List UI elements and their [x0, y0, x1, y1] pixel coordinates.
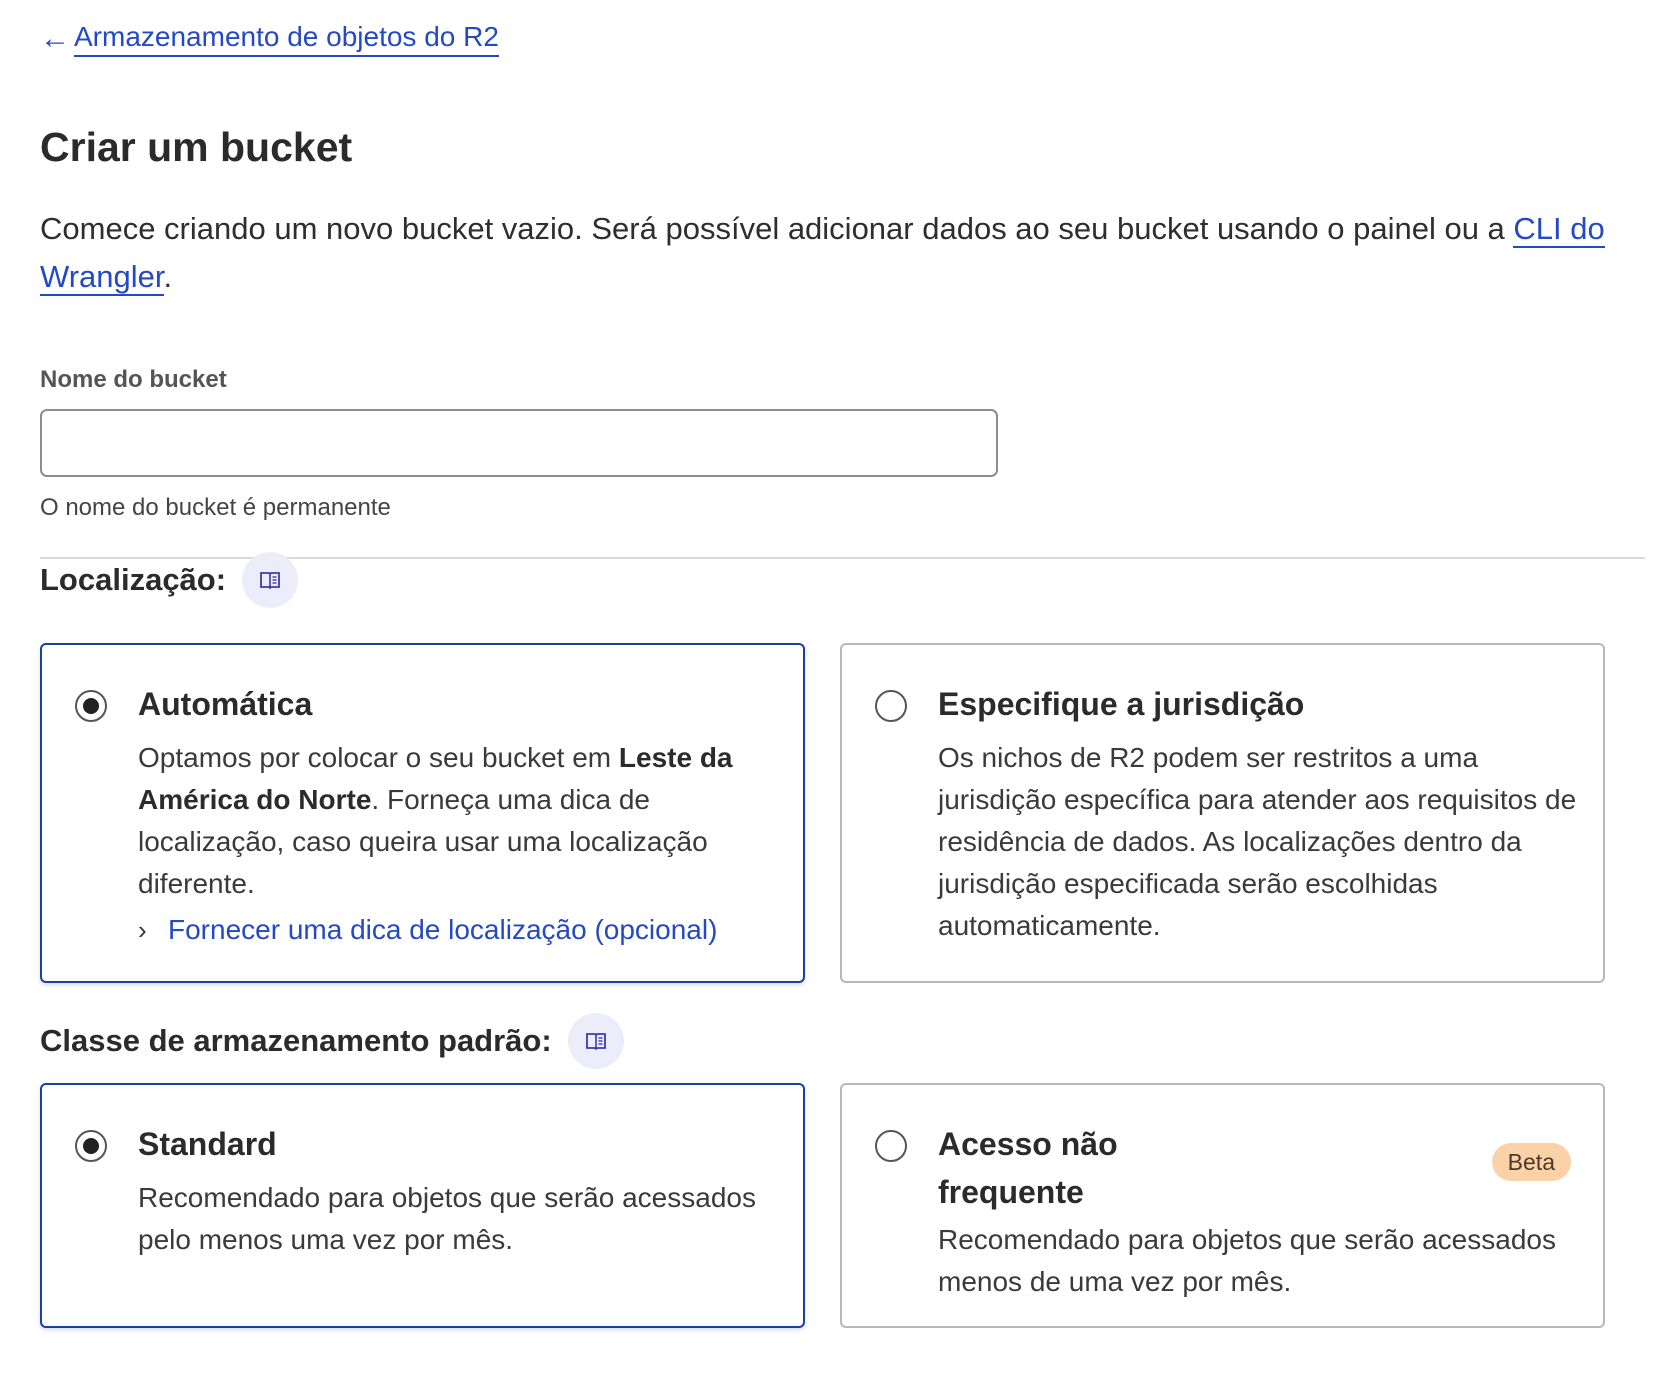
wrangler-cli-link[interactable]: CLI do Wrangler — [40, 211, 1605, 294]
bucket-name-label: Nome do bucket — [40, 366, 227, 393]
storage-class-docs-button[interactable] — [568, 1013, 624, 1069]
beta-badge: Beta — [1492, 1143, 1571, 1181]
radio-jurisdiction[interactable] — [875, 690, 907, 722]
location-option-automatic[interactable] — [40, 643, 805, 983]
storage-class-title-text: Classe de armazenamento padrão: — [40, 1023, 552, 1058]
book-icon — [259, 570, 281, 590]
arrow-left-icon: ← — [40, 21, 70, 55]
chevron-right-icon: › — [138, 914, 147, 945]
bucket-name-input[interactable] — [40, 409, 998, 477]
automatic-title: Automática — [138, 686, 313, 722]
radio-automatic[interactable] — [75, 690, 107, 722]
automatic-description-after: . Forneça uma dica de localização, caso queira usar uma localização diferente. — [138, 784, 708, 899]
storage-class-option-infrequent[interactable] — [840, 1083, 1605, 1328]
intro-text-before: Comece criando um novo bucket vazio. Será possível adicionar dados ao seu bucket usando o painel ou a — [40, 211, 1514, 246]
jurisdiction-description: Os nichos de R2 podem ser restritos a uma jurisdição específica para atender aos requisitos de residência de dados. As localizações dentro da jurisdição especificada serão escolhidas automaticamente. — [938, 742, 1577, 941]
page-title: Criar um bucket — [40, 124, 353, 170]
location-hint-label: Fornecer uma dica de localização (opcional) — [168, 914, 718, 945]
storage-class-section-title — [40, 1013, 624, 1069]
intro-text-after: . — [163, 259, 173, 294]
infrequent-description: Recomendado para objetos que serão acessados menos de uma vez por mês. — [938, 1224, 1556, 1297]
back-link[interactable] — [40, 20, 499, 57]
location-title-text: Localização: — [40, 562, 227, 597]
infrequent-title: Acesso não frequente — [938, 1126, 1118, 1210]
storage-class-option-standard[interactable] — [40, 1083, 805, 1328]
standard-description: Recomendado para objetos que serão acessados pelo menos uma vez por mês. — [138, 1182, 756, 1255]
location-option-jurisdiction[interactable] — [840, 643, 1605, 983]
back-link-label: Armazenamento de objetos do R2 — [74, 20, 499, 57]
intro-text — [40, 205, 1645, 301]
book-icon — [585, 1031, 607, 1051]
radio-infrequent[interactable] — [875, 1130, 907, 1162]
radio-standard[interactable] — [75, 1130, 107, 1162]
automatic-description-before: Optamos por colocar o seu bucket em — [138, 742, 619, 773]
location-docs-button[interactable] — [242, 552, 298, 608]
location-section-title — [40, 552, 298, 608]
bucket-name-hint: O nome do bucket é permanente — [40, 494, 391, 521]
standard-title: Standard — [138, 1126, 277, 1162]
location-hint-expander[interactable] — [138, 914, 717, 946]
jurisdiction-title: Especifique a jurisdição — [938, 686, 1305, 722]
automatic-description — [138, 737, 768, 905]
automatic-region: Leste da América do Norte — [138, 742, 733, 815]
